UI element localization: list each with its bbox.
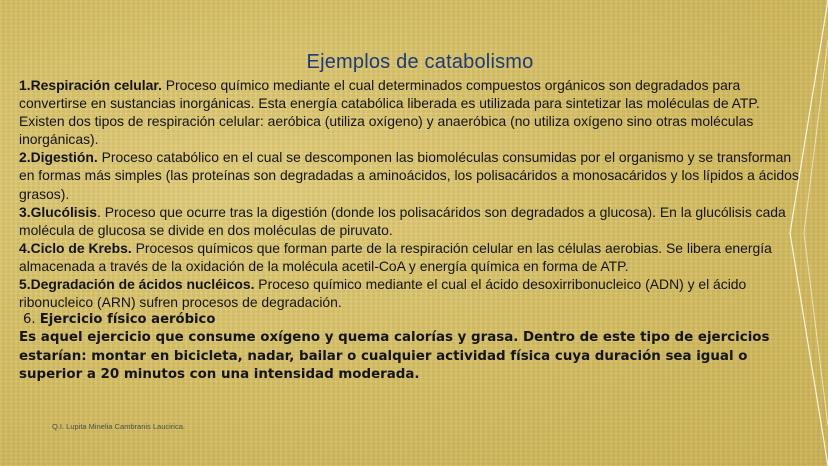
footer-author: Q.I. Lupita Minelia Cambranis Laucirica. — [52, 422, 185, 431]
item-text: . Proceso que ocurre tras la digestión (donde los polisacáridos son degradados a glucosa). En la glucólisis cada molécula de glucosa se divide en dos moléculas de piruvato. — [19, 203, 786, 238]
slide-content — [19, 76, 809, 384]
list-item — [19, 239, 809, 275]
list-item — [19, 203, 809, 239]
item-heading: 3.Glucólisis — [19, 203, 97, 220]
list-item — [19, 148, 809, 202]
exercise-heading: Ejercicio físico aeróbico — [39, 312, 216, 328]
list-item — [19, 275, 809, 311]
item-text: Proceso químico mediante el cual el ácido desoxirribonucleico (ADN) y el ácido ribonucleico (ARN) sufren procesos de degradación. — [19, 276, 747, 311]
item-heading: 5.Degradación de ácidos nucléicos. — [19, 276, 255, 293]
list-item — [19, 76, 809, 148]
exercise-number: 6. — [23, 312, 40, 328]
slide-title: Ejemplos de catabolismo — [306, 51, 534, 73]
item-heading: 1.Respiración celular. — [19, 77, 162, 93]
exercise-heading-line — [23, 311, 809, 329]
item-text: Proceso químico mediante el cual determinados compuestos orgánicos son degradados para convertirse en sustancias inorgánicas. Esta energía catabólica liberada es utilizada para sintetizar las moléculas de ATP. Existen dos tipos de respiración celular: aeróbica (utiliza oxígeno) y anaeróbica (no utiliza oxígeno sino otras moléculas inorgánicas). — [19, 77, 760, 148]
item-text: Proceso catabólico en el cual se descomponen las biomoléculas consumidas por el organismo y se transforman en formas más simples (las proteínas son degradadas a aminoácidos, los polisacáridos a monosacáridos y los lípidos a ácidos grasos). — [19, 149, 799, 202]
exercise-text: Es aquel ejercicio que consume oxígeno y quema calorías y grasa. Dentro de este tipo de ejercicios estarían: montar en bicicleta, nadar, bailar o cualquier actividad física cuya duración sea igual o superior a 20 minutos con una intensidad moderada. — [19, 330, 770, 382]
item-heading: 4.Ciclo de Krebs. — [19, 239, 132, 256]
item-text: Procesos químicos que forman parte de la respiración celular en las células aerobias. Se libera energía almacenada a través de la oxidación de la molécula acetil-CoA y energía química en forma de ATP. — [19, 239, 772, 274]
item-heading: 2.Digestión. — [19, 149, 98, 166]
